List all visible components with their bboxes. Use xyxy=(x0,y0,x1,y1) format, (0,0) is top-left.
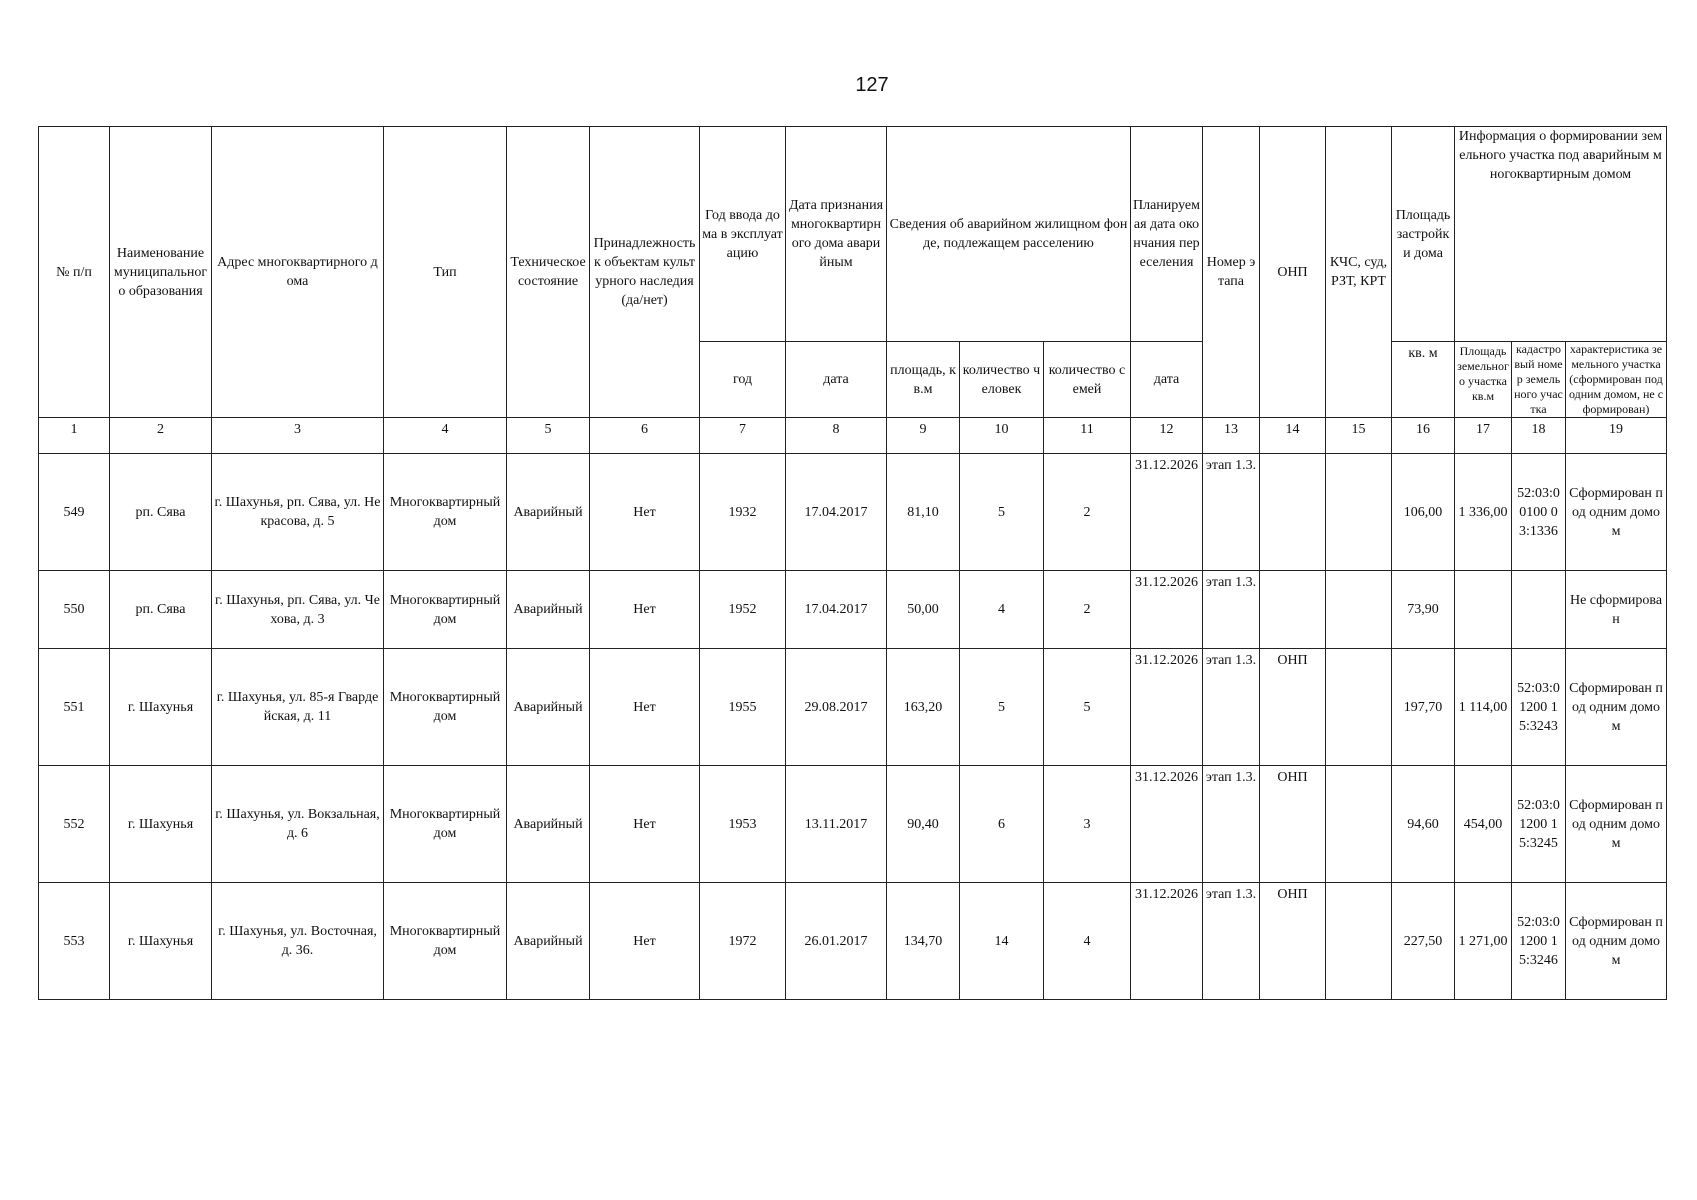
header-sub-build-unit: кв. м xyxy=(1392,342,1455,418)
table-row xyxy=(39,883,1667,1000)
row-cadastral xyxy=(1512,571,1566,649)
row-land-char: Не сформирован xyxy=(1566,571,1667,649)
row-cadastral: 52:03:01200 15:3243 xyxy=(1512,649,1566,766)
row-address: г. Шахунья, рп. Сява, ул. Некрасова, д. 5 xyxy=(212,454,384,571)
row-municipality: г. Шахунья xyxy=(110,883,212,1000)
header-planned-date: Планируемая дата окончания переселения xyxy=(1131,127,1203,342)
row-stage: этап 1.3. xyxy=(1203,649,1260,766)
row-kchs xyxy=(1326,454,1392,571)
row-year: 1955 xyxy=(700,649,786,766)
row-cadastral: 52:03:01200 15:3245 xyxy=(1512,766,1566,883)
row-plan-date: 31.12.2026 xyxy=(1131,454,1203,571)
row-people: 5 xyxy=(960,649,1044,766)
row-address: г. Шахунья, ул. Вокзальная, д. 6 xyxy=(212,766,384,883)
row-people: 4 xyxy=(960,571,1044,649)
row-people: 5 xyxy=(960,454,1044,571)
row-land-char: Сформирован под одним домом xyxy=(1566,766,1667,883)
header-num: № п/п xyxy=(39,127,110,418)
header-recognition-date: Дата признания многоквартирного дома аварийным xyxy=(786,127,887,342)
column-number-12: 12 xyxy=(1131,418,1203,454)
row-onp: ОНП xyxy=(1260,649,1326,766)
row-address: г. Шахунья, рп. Сява, ул. Чехова, д. 3 xyxy=(212,571,384,649)
header-municipality: Наименование муниципального образования xyxy=(110,127,212,418)
column-number-18: 18 xyxy=(1512,418,1566,454)
row-address: г. Шахунья, ул. 85-я Гвардейская, д. 11 xyxy=(212,649,384,766)
row-land-char: Сформирован под одним домом xyxy=(1566,883,1667,1000)
row-kchs xyxy=(1326,883,1392,1000)
column-number-11: 11 xyxy=(1044,418,1131,454)
column-number-10: 10 xyxy=(960,418,1044,454)
row-onp: ОНП xyxy=(1260,766,1326,883)
table-row xyxy=(39,571,1667,649)
row-num: 550 xyxy=(39,571,110,649)
header-kchs: КЧС, суд, РЗТ, КРТ xyxy=(1326,127,1392,418)
row-type: Многоквартирный дом xyxy=(384,883,507,1000)
row-land-char: Сформирован под одним домом xyxy=(1566,649,1667,766)
header-type: Тип xyxy=(384,127,507,418)
row-stage: этап 1.3. xyxy=(1203,571,1260,649)
row-kchs xyxy=(1326,766,1392,883)
header-sub-people: количество человек xyxy=(960,342,1044,418)
row-area: 134,70 xyxy=(887,883,960,1000)
header-land-area: Площадь земельного участка xyxy=(1457,344,1509,388)
column-number-2: 2 xyxy=(110,418,212,454)
row-year: 1952 xyxy=(700,571,786,649)
row-stage: этап 1.3. xyxy=(1203,454,1260,571)
row-municipality: рп. Сява xyxy=(110,571,212,649)
row-date: 29.08.2017 xyxy=(786,649,887,766)
row-type: Многоквартирный дом xyxy=(384,649,507,766)
row-year: 1932 xyxy=(700,454,786,571)
table-row xyxy=(39,454,1667,571)
row-heritage: Нет xyxy=(590,649,700,766)
row-land-area: 1 336,00 xyxy=(1455,454,1512,571)
header-tech-state: Техническое состояние xyxy=(507,127,590,418)
row-land-area: 1 271,00 xyxy=(1455,883,1512,1000)
header-sub-land-unit xyxy=(1455,342,1512,418)
row-year: 1972 xyxy=(700,883,786,1000)
row-families: 3 xyxy=(1044,766,1131,883)
row-municipality: г. Шахунья xyxy=(110,766,212,883)
column-number-3: 3 xyxy=(212,418,384,454)
row-families: 2 xyxy=(1044,454,1131,571)
header-onp: ОНП xyxy=(1260,127,1326,418)
header-sub-land-char-note: характеристика земельного участка (сформирован под одним домом, не сформирован) xyxy=(1566,342,1667,418)
row-build-area: 227,50 xyxy=(1392,883,1455,1000)
column-number-8: 8 xyxy=(786,418,887,454)
row-date: 17.04.2017 xyxy=(786,454,887,571)
header-stage: Номер этапа xyxy=(1203,127,1260,418)
column-number-5: 5 xyxy=(507,418,590,454)
row-num: 551 xyxy=(39,649,110,766)
row-heritage: Нет xyxy=(590,766,700,883)
header-sub-cadastral-note: кадастровый номер земельного участка xyxy=(1512,342,1566,418)
column-number-13: 13 xyxy=(1203,418,1260,454)
row-land-area: 454,00 xyxy=(1455,766,1512,883)
row-cadastral: 52:03:01200 15:3246 xyxy=(1512,883,1566,1000)
row-plan-date: 31.12.2026 xyxy=(1131,649,1203,766)
row-stage: этап 1.3. xyxy=(1203,766,1260,883)
column-number-row xyxy=(39,418,1667,454)
row-build-area: 73,90 xyxy=(1392,571,1455,649)
row-state: Аварийный xyxy=(507,766,590,883)
row-plan-date: 31.12.2026 xyxy=(1131,766,1203,883)
header-build-area: Площадь застройки дома xyxy=(1392,127,1455,342)
row-state: Аварийный xyxy=(507,571,590,649)
table-row xyxy=(39,649,1667,766)
column-number-7: 7 xyxy=(700,418,786,454)
row-onp xyxy=(1260,454,1326,571)
row-area: 163,20 xyxy=(887,649,960,766)
column-number-4: 4 xyxy=(384,418,507,454)
row-num: 553 xyxy=(39,883,110,1000)
header-address: Адрес многоквартирного дома xyxy=(212,127,384,418)
column-number-16: 16 xyxy=(1392,418,1455,454)
row-land-char: Сформирован под одним домом xyxy=(1566,454,1667,571)
row-heritage: Нет xyxy=(590,571,700,649)
column-number-15: 15 xyxy=(1326,418,1392,454)
header-land-info: Информация о формировании земельного участка под аварийным многоквартирным домом xyxy=(1455,127,1667,342)
row-people: 6 xyxy=(960,766,1044,883)
header-sub-families: количество семей xyxy=(1044,342,1131,418)
column-number-17: 17 xyxy=(1455,418,1512,454)
column-number-19: 19 xyxy=(1566,418,1667,454)
row-num: 552 xyxy=(39,766,110,883)
row-area: 90,40 xyxy=(887,766,960,883)
row-type: Многоквартирный дом xyxy=(384,454,507,571)
row-stage: этап 1.3. xyxy=(1203,883,1260,1000)
row-municipality: рп. Сява xyxy=(110,454,212,571)
column-number-6: 6 xyxy=(590,418,700,454)
column-number-1: 1 xyxy=(39,418,110,454)
header-sub-date: дата xyxy=(786,342,887,418)
row-families: 4 xyxy=(1044,883,1131,1000)
row-plan-date: 31.12.2026 xyxy=(1131,571,1203,649)
row-build-area: 106,00 xyxy=(1392,454,1455,571)
column-number-14: 14 xyxy=(1260,418,1326,454)
row-families: 5 xyxy=(1044,649,1131,766)
row-onp: ОНП xyxy=(1260,883,1326,1000)
row-date: 26.01.2017 xyxy=(786,883,887,1000)
row-area: 50,00 xyxy=(887,571,960,649)
row-land-area xyxy=(1455,571,1512,649)
table-row xyxy=(39,766,1667,883)
header-housing-info: Сведения об аварийном жилищном фонде, подлежащем расселению xyxy=(887,127,1131,342)
page-number: 127 xyxy=(855,74,889,96)
row-people: 14 xyxy=(960,883,1044,1000)
row-cadastral: 52:03:00100 03:1336 xyxy=(1512,454,1566,571)
header-land-area-unit: кв.м xyxy=(1471,389,1495,403)
row-area: 81,10 xyxy=(887,454,960,571)
row-plan-date: 31.12.2026 xyxy=(1131,883,1203,1000)
row-year: 1953 xyxy=(700,766,786,883)
row-state: Аварийный xyxy=(507,454,590,571)
row-date: 17.04.2017 xyxy=(786,571,887,649)
header-sub-year: год xyxy=(700,342,786,418)
row-build-area: 94,60 xyxy=(1392,766,1455,883)
row-type: Многоквартирный дом xyxy=(384,766,507,883)
row-build-area: 197,70 xyxy=(1392,649,1455,766)
row-state: Аварийный xyxy=(507,883,590,1000)
header-sub-area: площадь, кв.м xyxy=(887,342,960,418)
header-sub-plan-date: дата xyxy=(1131,342,1203,418)
row-address: г. Шахунья, ул. Восточная, д. 36. xyxy=(212,883,384,1000)
row-kchs xyxy=(1326,649,1392,766)
row-families: 2 xyxy=(1044,571,1131,649)
row-state: Аварийный xyxy=(507,649,590,766)
row-date: 13.11.2017 xyxy=(786,766,887,883)
header-heritage: Принадлежность к объектам культурного наследия (да/нет) xyxy=(590,127,700,418)
column-number-9: 9 xyxy=(887,418,960,454)
row-onp xyxy=(1260,571,1326,649)
row-num: 549 xyxy=(39,454,110,571)
row-type: Многоквартирный дом xyxy=(384,571,507,649)
row-heritage: Нет xyxy=(590,883,700,1000)
row-municipality: г. Шахунья xyxy=(110,649,212,766)
row-land-area: 1 114,00 xyxy=(1455,649,1512,766)
row-kchs xyxy=(1326,571,1392,649)
row-heritage: Нет xyxy=(590,454,700,571)
emergency-housing-table xyxy=(38,126,1667,1000)
header-year: Год ввода дома в эксплуатацию xyxy=(700,127,786,342)
